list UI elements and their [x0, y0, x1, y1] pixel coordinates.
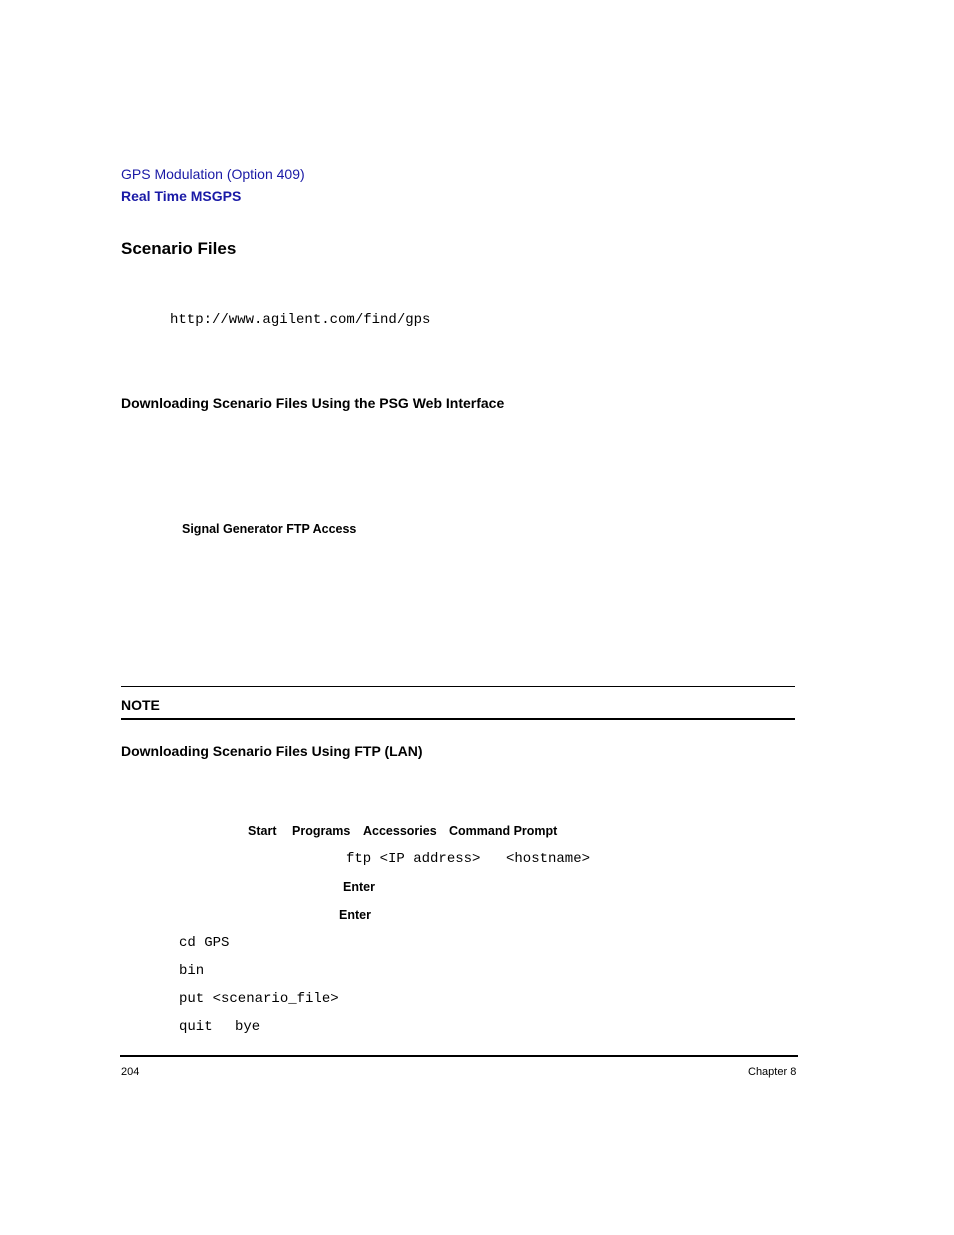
menu-programs: Programs [292, 824, 351, 838]
cmd-put: put <scenario_file> [179, 991, 339, 1007]
menu-command-prompt: Command Prompt [449, 824, 558, 838]
page-number: 204 [121, 1066, 140, 1078]
breadcrumb-section[interactable]: Real Time MSGPS [121, 188, 242, 204]
ftp-access-label: Signal Generator FTP Access [182, 522, 357, 536]
ftp-hostname: <hostname> [506, 851, 591, 867]
cmd-quit: quit [179, 1019, 213, 1035]
cmd-bin: bin [179, 963, 205, 979]
enter-key-1: Enter [343, 880, 375, 894]
ftp-command: ftp <IP address> [346, 851, 481, 867]
gps-url[interactable]: http://www.agilent.com/find/gps [170, 312, 431, 328]
enter-key-2: Enter [339, 908, 371, 922]
menu-accessories: Accessories [363, 824, 437, 838]
breadcrumb-chapter[interactable]: GPS Modulation (Option 409) [121, 166, 305, 182]
note-label: NOTE [121, 697, 160, 713]
web-interface-heading: Downloading Scenario Files Using the PSG Web Interface [121, 395, 505, 411]
footer-rule [120, 1055, 798, 1057]
cmd-cd-gps: cd GPS [179, 935, 230, 951]
menu-start: Start [248, 824, 277, 838]
ftp-lan-heading: Downloading Scenario Files Using FTP (LAN) [121, 743, 423, 759]
section-title: Scenario Files [121, 239, 237, 258]
note-top-rule [121, 686, 795, 687]
cmd-bye: bye [235, 1019, 261, 1035]
note-bottom-rule [121, 718, 795, 720]
footer-chapter: Chapter 8 [748, 1066, 797, 1078]
